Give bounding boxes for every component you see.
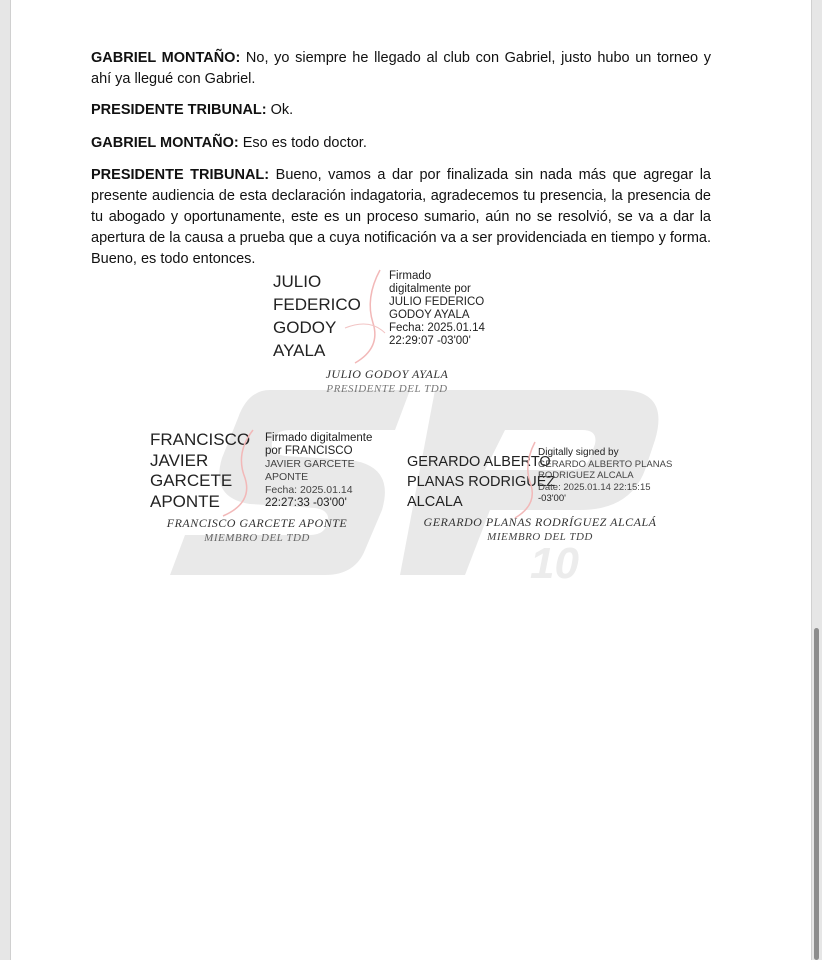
speech-text: Ok.	[266, 102, 294, 118]
president-signer-name: JULIO FEDERICO GODOY AYALA	[273, 272, 361, 360]
member2-signature-metadata: Digitally signed by GERARDO ALBERTO PLANAS RODRIGUEZ ALCALA Date: 2025.01.14 22:15:15 -03'00'	[538, 447, 673, 504]
transcript-paragraph-2	[91, 100, 711, 121]
speaker-label: GABRIEL MONTAÑO:	[91, 135, 239, 151]
president-signature-flourish	[335, 268, 395, 368]
speaker-label: GABRIEL MONTAÑO:	[91, 50, 241, 66]
transcript-paragraph-3	[91, 133, 711, 154]
member1-stamp: FRANCISCO GARCETE APONTE MIEMBRO DEL TDD	[166, 516, 348, 544]
member2-stamp: GERARDO PLANAS RODRÍGUEZ ALCALÁ MIEMBRO DEL TDD	[423, 515, 657, 543]
watermark-sub: 10	[530, 539, 579, 580]
speech-text: No, yo siempre he llegado al club con Gabriel, justo hubo un torneo y ahí ya llegué con Gabriel.	[91, 50, 711, 87]
member2-signer-name: GERARDO ALBERTO PLANAS RODRIGUEZ ALCALA	[407, 454, 556, 510]
president-stamp: JULIO GODOY AYALA PRESIDENTE DEL TDD	[325, 367, 449, 395]
member1-signer-name: FRANCISCO JAVIER GARCETE APONTE	[150, 430, 251, 511]
scrollbar-thumb[interactable]	[814, 628, 819, 960]
president-signature-metadata: Firmado digitalmente por JULIO FEDERICO GODOY AYALA Fecha: 2025.01.14 22:29:07 -03'00'	[389, 270, 485, 347]
speaker-label: PRESIDENTE TRIBUNAL:	[91, 167, 270, 183]
member1-signature-flourish	[205, 428, 265, 518]
speech-text: Eso es todo doctor.	[238, 135, 367, 151]
speech-text: Bueno, vamos a dar por finalizada sin nada más que agregar la presente audiencia de esta declaración indagatoria, agradecemos tu presencia, la presencia de tu abogado y oportunamente, este es un proceso sumario, aún no se resolvió, se va a dar la apertura de la causa a prueba que a cuya notificación va a ser providenciada en tiempo y forma. Bueno, es todo entonces.	[91, 167, 712, 267]
member1-signature-metadata: Firmado digitalmente por FRANCISCO JAVIER GARCETE APONTE Fecha: 2025.01.14 22:27:33 -03'00'	[265, 432, 373, 509]
transcript-paragraph-1	[91, 48, 711, 90]
speaker-label: PRESIDENTE TRIBUNAL:	[91, 102, 267, 118]
transcript-paragraph-4	[91, 165, 711, 270]
